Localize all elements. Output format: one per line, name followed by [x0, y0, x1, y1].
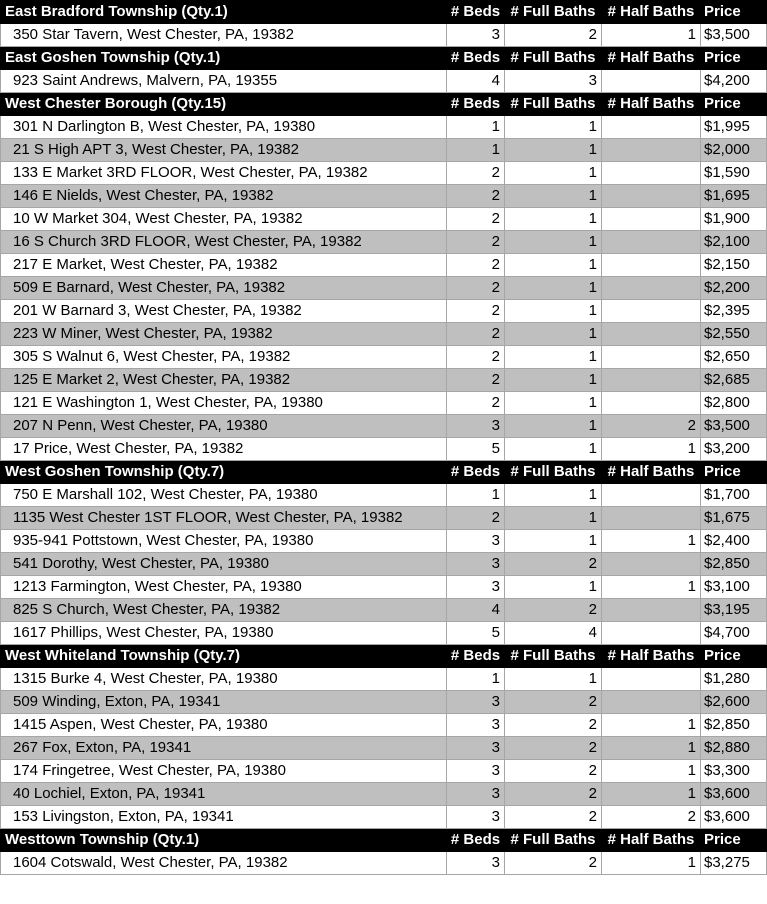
column-header-full-baths: # Full Baths: [505, 93, 602, 116]
table-row: [1, 737, 767, 760]
beds-cell: 1: [447, 668, 505, 691]
table-row: [1, 346, 767, 369]
beds-cell: 1: [447, 484, 505, 507]
half-baths-cell: [602, 162, 701, 185]
section-header: [1, 47, 767, 70]
half-baths-cell: 1: [602, 714, 701, 737]
half-baths-cell: [602, 231, 701, 254]
column-header-price: Price: [701, 461, 767, 484]
full-baths-cell: 2: [505, 691, 602, 714]
column-header-half-baths: # Half Baths: [602, 461, 701, 484]
column-header-beds: # Beds: [447, 47, 505, 70]
table-row: [1, 323, 767, 346]
beds-cell: 2: [447, 254, 505, 277]
half-baths-cell: 1: [602, 24, 701, 47]
column-header-full-baths: # Full Baths: [505, 829, 602, 852]
table-row: [1, 415, 767, 438]
section-title: West Goshen Township (Qty.7): [1, 461, 447, 484]
beds-cell: 2: [447, 346, 505, 369]
half-baths-cell: [602, 691, 701, 714]
price-cell: $2,850: [701, 553, 767, 576]
beds-cell: 5: [447, 438, 505, 461]
half-baths-cell: [602, 599, 701, 622]
full-baths-cell: 1: [505, 415, 602, 438]
column-header-price: Price: [701, 47, 767, 70]
full-baths-cell: 2: [505, 852, 602, 875]
price-cell: $1,900: [701, 208, 767, 231]
column-header-beds: # Beds: [447, 93, 505, 116]
section-header: [1, 645, 767, 668]
column-header-price: Price: [701, 1, 767, 24]
full-baths-cell: 1: [505, 346, 602, 369]
price-cell: $3,600: [701, 783, 767, 806]
beds-cell: 3: [447, 24, 505, 47]
listings-table-body: [1, 1, 767, 875]
full-baths-cell: 2: [505, 599, 602, 622]
half-baths-cell: [602, 208, 701, 231]
beds-cell: 3: [447, 852, 505, 875]
price-cell: $4,200: [701, 70, 767, 93]
table-row: [1, 691, 767, 714]
full-baths-cell: 1: [505, 507, 602, 530]
column-header-full-baths: # Full Baths: [505, 47, 602, 70]
address-cell: 16 S Church 3RD FLOOR, West Chester, PA, 19382: [1, 231, 447, 254]
full-baths-cell: 2: [505, 24, 602, 47]
table-row: [1, 530, 767, 553]
half-baths-cell: [602, 185, 701, 208]
price-cell: $3,200: [701, 438, 767, 461]
table-row: [1, 277, 767, 300]
table-row: [1, 852, 767, 875]
price-cell: $2,650: [701, 346, 767, 369]
section-header: [1, 461, 767, 484]
price-cell: $2,200: [701, 277, 767, 300]
half-baths-cell: 1: [602, 760, 701, 783]
price-cell: $2,150: [701, 254, 767, 277]
beds-cell: 2: [447, 185, 505, 208]
beds-cell: 3: [447, 806, 505, 829]
half-baths-cell: [602, 668, 701, 691]
beds-cell: 5: [447, 622, 505, 645]
beds-cell: 2: [447, 162, 505, 185]
beds-cell: 2: [447, 392, 505, 415]
table-row: [1, 553, 767, 576]
beds-cell: 3: [447, 415, 505, 438]
beds-cell: 2: [447, 507, 505, 530]
full-baths-cell: 1: [505, 208, 602, 231]
section-title: East Bradford Township (Qty.1): [1, 1, 447, 24]
table-row: [1, 231, 767, 254]
table-row: [1, 783, 767, 806]
full-baths-cell: 2: [505, 806, 602, 829]
price-cell: $3,600: [701, 806, 767, 829]
full-baths-cell: 1: [505, 162, 602, 185]
table-row: [1, 507, 767, 530]
table-row: [1, 599, 767, 622]
price-cell: $2,685: [701, 369, 767, 392]
address-cell: 267 Fox, Exton, PA, 19341: [1, 737, 447, 760]
price-cell: $2,000: [701, 139, 767, 162]
half-baths-cell: 1: [602, 530, 701, 553]
address-cell: 217 E Market, West Chester, PA, 19382: [1, 254, 447, 277]
price-cell: $1,280: [701, 668, 767, 691]
column-header-price: Price: [701, 93, 767, 116]
section-title: Westtown Township (Qty.1): [1, 829, 447, 852]
price-cell: $3,300: [701, 760, 767, 783]
column-header-beds: # Beds: [447, 829, 505, 852]
address-cell: 121 E Washington 1, West Chester, PA, 19380: [1, 392, 447, 415]
table-row: [1, 392, 767, 415]
price-cell: $1,590: [701, 162, 767, 185]
beds-cell: 2: [447, 231, 505, 254]
address-cell: 40 Lochiel, Exton, PA, 19341: [1, 783, 447, 806]
address-cell: 825 S Church, West Chester, PA, 19382: [1, 599, 447, 622]
section-title: West Whiteland Township (Qty.7): [1, 645, 447, 668]
table-row: [1, 668, 767, 691]
table-row: [1, 484, 767, 507]
full-baths-cell: 1: [505, 231, 602, 254]
price-cell: $2,400: [701, 530, 767, 553]
price-cell: $1,700: [701, 484, 767, 507]
full-baths-cell: 2: [505, 714, 602, 737]
address-cell: 935-941 Pottstown, West Chester, PA, 19380: [1, 530, 447, 553]
half-baths-cell: [602, 346, 701, 369]
price-cell: $1,695: [701, 185, 767, 208]
table-row: [1, 116, 767, 139]
address-cell: 1604 Cotswald, West Chester, PA, 19382: [1, 852, 447, 875]
price-cell: $2,880: [701, 737, 767, 760]
beds-cell: 2: [447, 369, 505, 392]
price-cell: $3,195: [701, 599, 767, 622]
half-baths-cell: [602, 116, 701, 139]
column-header-full-baths: # Full Baths: [505, 461, 602, 484]
address-cell: 541 Dorothy, West Chester, PA, 19380: [1, 553, 447, 576]
full-baths-cell: 1: [505, 277, 602, 300]
full-baths-cell: 1: [505, 484, 602, 507]
column-header-beds: # Beds: [447, 1, 505, 24]
column-header-full-baths: # Full Baths: [505, 1, 602, 24]
beds-cell: 3: [447, 760, 505, 783]
address-cell: 923 Saint Andrews, Malvern, PA, 19355: [1, 70, 447, 93]
column-header-beds: # Beds: [447, 461, 505, 484]
column-header-beds: # Beds: [447, 645, 505, 668]
price-cell: $3,275: [701, 852, 767, 875]
table-row: [1, 162, 767, 185]
address-cell: 1617 Phillips, West Chester, PA, 19380: [1, 622, 447, 645]
half-baths-cell: [602, 254, 701, 277]
column-header-half-baths: # Half Baths: [602, 645, 701, 668]
beds-cell: 4: [447, 70, 505, 93]
table-row: [1, 369, 767, 392]
half-baths-cell: [602, 622, 701, 645]
section-header: [1, 93, 767, 116]
full-baths-cell: 1: [505, 139, 602, 162]
half-baths-cell: [602, 139, 701, 162]
full-baths-cell: 1: [505, 576, 602, 599]
full-baths-cell: 2: [505, 760, 602, 783]
beds-cell: 3: [447, 691, 505, 714]
half-baths-cell: 1: [602, 576, 701, 599]
address-cell: 153 Livingston, Exton, PA, 19341: [1, 806, 447, 829]
address-cell: 207 N Penn, West Chester, PA, 19380: [1, 415, 447, 438]
column-header-half-baths: # Half Baths: [602, 829, 701, 852]
price-cell: $4,700: [701, 622, 767, 645]
address-cell: 146 E Nields, West Chester, PA, 19382: [1, 185, 447, 208]
table-row: [1, 300, 767, 323]
table-row: [1, 254, 767, 277]
price-cell: $2,550: [701, 323, 767, 346]
full-baths-cell: 1: [505, 185, 602, 208]
full-baths-cell: 1: [505, 392, 602, 415]
price-cell: $3,500: [701, 415, 767, 438]
address-cell: 201 W Barnard 3, West Chester, PA, 19382: [1, 300, 447, 323]
address-cell: 1415 Aspen, West Chester, PA, 19380: [1, 714, 447, 737]
full-baths-cell: 1: [505, 116, 602, 139]
table-row: [1, 139, 767, 162]
half-baths-cell: [602, 507, 701, 530]
table-row: [1, 185, 767, 208]
full-baths-cell: 1: [505, 668, 602, 691]
beds-cell: 1: [447, 116, 505, 139]
table-row: [1, 622, 767, 645]
beds-cell: 3: [447, 737, 505, 760]
address-cell: 509 E Barnard, West Chester, PA, 19382: [1, 277, 447, 300]
half-baths-cell: 1: [602, 737, 701, 760]
table-row: [1, 70, 767, 93]
column-header-price: Price: [701, 645, 767, 668]
address-cell: 350 Star Tavern, West Chester, PA, 19382: [1, 24, 447, 47]
column-header-half-baths: # Half Baths: [602, 47, 701, 70]
beds-cell: 3: [447, 714, 505, 737]
address-cell: 301 N Darlington B, West Chester, PA, 19380: [1, 116, 447, 139]
column-header-price: Price: [701, 829, 767, 852]
price-cell: $2,395: [701, 300, 767, 323]
beds-cell: 4: [447, 599, 505, 622]
address-cell: 133 E Market 3RD FLOOR, West Chester, PA, 19382: [1, 162, 447, 185]
address-cell: 750 E Marshall 102, West Chester, PA, 19380: [1, 484, 447, 507]
full-baths-cell: 4: [505, 622, 602, 645]
half-baths-cell: [602, 323, 701, 346]
price-cell: $2,100: [701, 231, 767, 254]
beds-cell: 2: [447, 208, 505, 231]
address-cell: 509 Winding, Exton, PA, 19341: [1, 691, 447, 714]
address-cell: 21 S High APT 3, West Chester, PA, 19382: [1, 139, 447, 162]
column-header-half-baths: # Half Baths: [602, 1, 701, 24]
half-baths-cell: 2: [602, 806, 701, 829]
price-cell: $2,600: [701, 691, 767, 714]
table-row: [1, 806, 767, 829]
half-baths-cell: 1: [602, 783, 701, 806]
table-row: [1, 576, 767, 599]
table-row: [1, 714, 767, 737]
table-row: [1, 208, 767, 231]
half-baths-cell: 1: [602, 852, 701, 875]
half-baths-cell: 1: [602, 438, 701, 461]
beds-cell: 3: [447, 553, 505, 576]
section-title: West Chester Borough (Qty.15): [1, 93, 447, 116]
column-header-full-baths: # Full Baths: [505, 645, 602, 668]
price-cell: $2,800: [701, 392, 767, 415]
full-baths-cell: 1: [505, 254, 602, 277]
beds-cell: 3: [447, 530, 505, 553]
address-cell: 305 S Walnut 6, West Chester, PA, 19382: [1, 346, 447, 369]
price-cell: $1,675: [701, 507, 767, 530]
half-baths-cell: [602, 553, 701, 576]
half-baths-cell: [602, 300, 701, 323]
beds-cell: 3: [447, 576, 505, 599]
beds-cell: 2: [447, 277, 505, 300]
beds-cell: 2: [447, 323, 505, 346]
full-baths-cell: 2: [505, 783, 602, 806]
address-cell: 17 Price, West Chester, PA, 19382: [1, 438, 447, 461]
full-baths-cell: 1: [505, 438, 602, 461]
section-title: East Goshen Township (Qty.1): [1, 47, 447, 70]
section-header: [1, 829, 767, 852]
half-baths-cell: [602, 392, 701, 415]
beds-cell: 3: [447, 783, 505, 806]
price-cell: $3,500: [701, 24, 767, 47]
half-baths-cell: [602, 277, 701, 300]
half-baths-cell: 2: [602, 415, 701, 438]
full-baths-cell: 1: [505, 530, 602, 553]
full-baths-cell: 1: [505, 323, 602, 346]
price-cell: $2,850: [701, 714, 767, 737]
column-header-half-baths: # Half Baths: [602, 93, 701, 116]
full-baths-cell: 2: [505, 553, 602, 576]
section-header: [1, 1, 767, 24]
address-cell: 1135 West Chester 1ST FLOOR, West Chester, PA, 19382: [1, 507, 447, 530]
address-cell: 174 Fringetree, West Chester, PA, 19380: [1, 760, 447, 783]
table-row: [1, 760, 767, 783]
price-cell: $3,100: [701, 576, 767, 599]
full-baths-cell: 1: [505, 300, 602, 323]
beds-cell: 1: [447, 139, 505, 162]
half-baths-cell: [602, 484, 701, 507]
beds-cell: 2: [447, 300, 505, 323]
price-cell: $1,995: [701, 116, 767, 139]
full-baths-cell: 3: [505, 70, 602, 93]
half-baths-cell: [602, 369, 701, 392]
address-cell: 10 W Market 304, West Chester, PA, 19382: [1, 208, 447, 231]
half-baths-cell: [602, 70, 701, 93]
address-cell: 223 W Miner, West Chester, PA, 19382: [1, 323, 447, 346]
full-baths-cell: 2: [505, 737, 602, 760]
full-baths-cell: 1: [505, 369, 602, 392]
address-cell: 1315 Burke 4, West Chester, PA, 19380: [1, 668, 447, 691]
address-cell: 1213 Farmington, West Chester, PA, 19380: [1, 576, 447, 599]
table-row: [1, 24, 767, 47]
address-cell: 125 E Market 2, West Chester, PA, 19382: [1, 369, 447, 392]
table-row: [1, 438, 767, 461]
